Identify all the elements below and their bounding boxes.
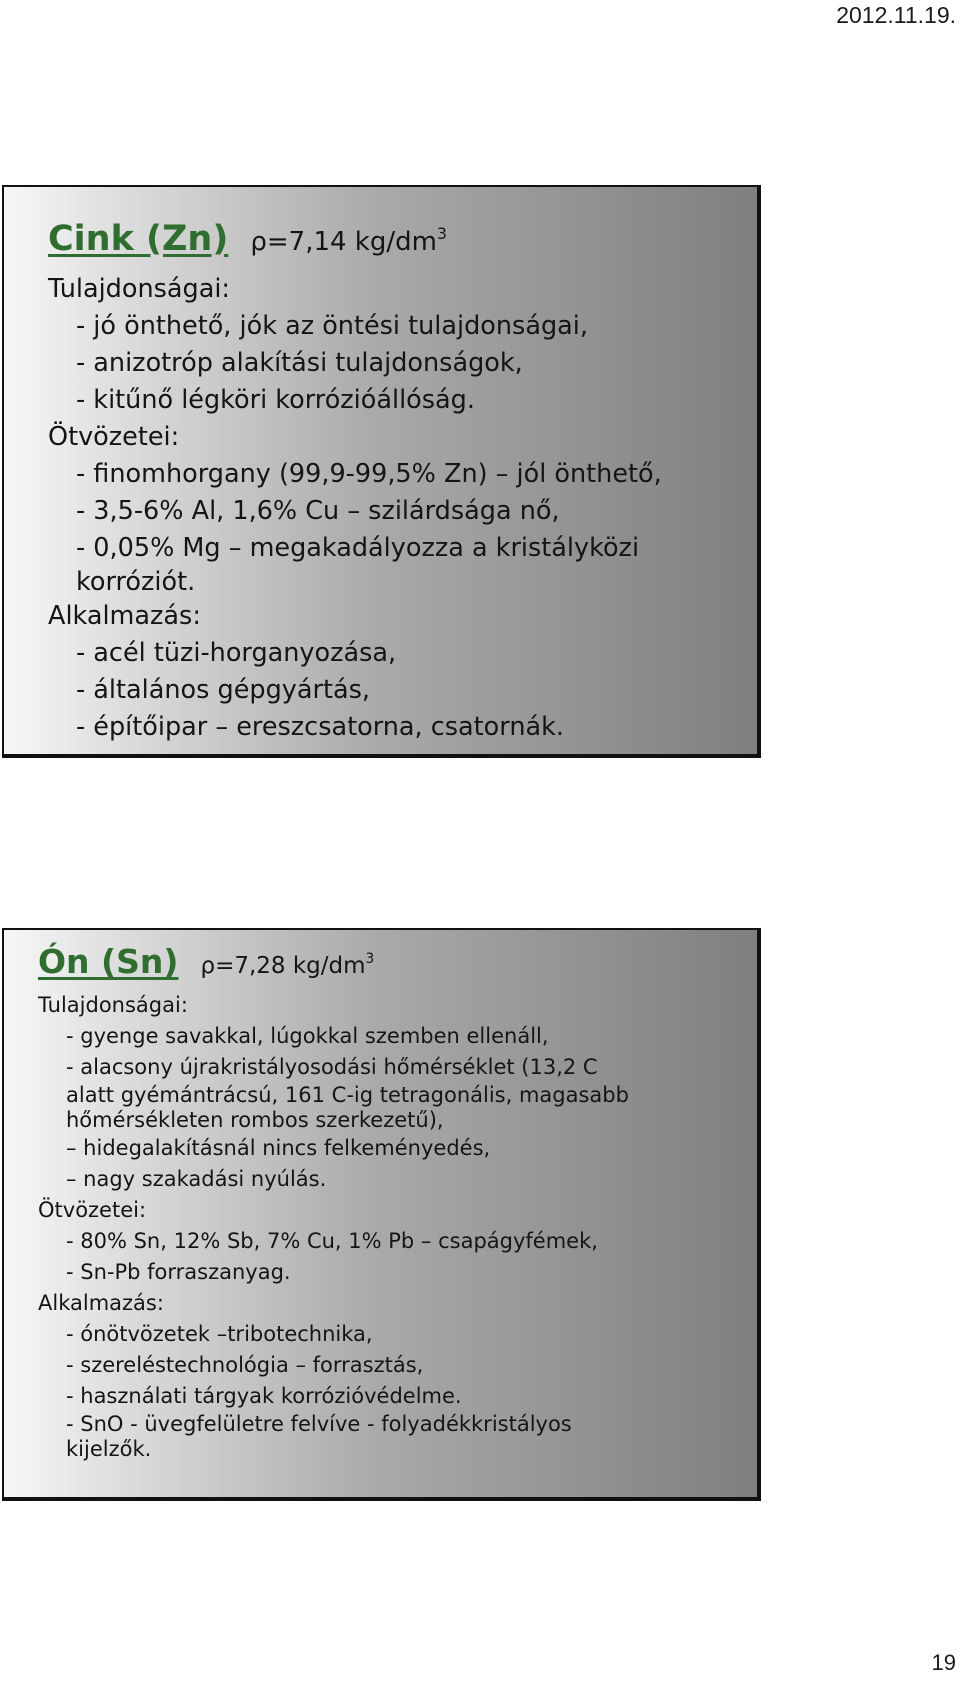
application-item: - építőipar – ereszcsatorna, csatornák. [76,712,564,742]
property-item: - kitűnő légköri korrózióállóság. [76,385,475,415]
application-item: - SnO - üvegfelületre felvíve - folyadékkristályos [66,1412,572,1436]
application-item: - általános gépgyártás, [76,675,370,705]
property-item-continuation: hőmérsékleten rombos szerkezetű), [66,1108,444,1132]
page-number: 19 [931,1650,956,1675]
alloy-item: - 0,05% Mg – megakadályozza a kristályközi [76,533,640,563]
density-exponent: 3 [365,951,375,967]
property-item: - jó önthető, jók az öntési tulajdonságai, [76,311,588,341]
slide-zinc [2,185,761,758]
slide-title-line [38,942,757,990]
density-value: ρ=7,14 kg/dm [250,227,437,257]
alloy-item: - 3,5-6% Al, 1,6% Cu – szilárdsága nő, [76,496,560,526]
slide-tin [2,928,761,1501]
applications-heading: Alkalmazás: [38,1291,164,1315]
density-label [200,953,374,979]
application-item: - ónötvözetek –tribotechnika, [66,1322,373,1346]
alloy-item: - Sn-Pb forraszanyag. [66,1260,291,1284]
application-item: - acél tüzi-horganyozása, [76,638,397,668]
alloys-heading: Ötvözetei: [48,422,180,452]
alloy-item-continuation: korróziót. [76,567,196,597]
property-item: - anizotróp alakítási tulajdonságok, [76,348,523,378]
property-item: – hidegalakításnál nincs felkeményedés, [66,1136,491,1160]
application-item-continuation: kijelzők. [66,1437,152,1461]
slide-title-line [48,219,757,271]
property-item: - gyenge savakkal, lúgokkal szemben ellenáll, [66,1024,549,1048]
density-exponent: 3 [436,225,447,243]
density-label [250,227,447,257]
alloy-item: - finomhorgany (99,9-99,5% Zn) – jól önthető, [76,459,662,489]
slide-title: Ón (Sn) [38,942,179,981]
property-item: - alacsony újrakristályosodási hőmérséklet (13,2 C [66,1055,598,1079]
date-header: 2012.11.19. [836,2,956,28]
slide-title: Cink (Zn) [48,219,229,259]
properties-heading: Tulajdonságai: [38,993,188,1017]
application-item: - használati tárgyak korrózióvédelme. [66,1384,462,1408]
alloy-item: - 80% Sn, 12% Sb, 7% Cu, 1% Pb – csapágyfémek, [66,1229,598,1253]
alloys-heading: Ötvözetei: [38,1198,147,1222]
properties-heading: Tulajdonságai: [48,274,231,304]
applications-heading: Alkalmazás: [48,601,201,631]
property-item-continuation: alatt gyémántrácsú, 161 C-ig tetragonális, magasabb [66,1083,629,1107]
property-item: – nagy szakadási nyúlás. [66,1167,327,1191]
density-value: ρ=7,28 kg/dm [200,953,366,979]
application-item: - szereléstechnológia – forrasztás, [66,1353,424,1377]
